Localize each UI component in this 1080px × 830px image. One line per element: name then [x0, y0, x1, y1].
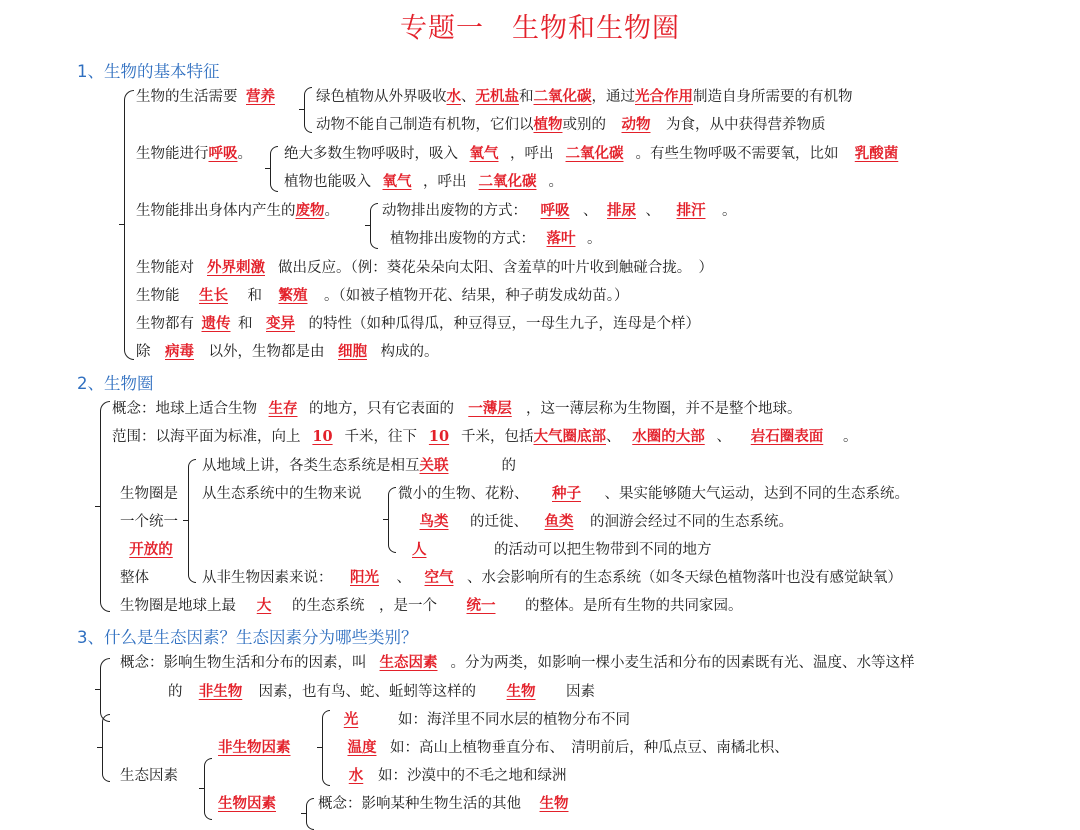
s2-line-human: 人 的活动可以把生物带到不同的地方	[412, 541, 712, 558]
waste-brace	[370, 203, 378, 249]
s1-line-animal-waste: 动物排出废物的方式： 呼吸 、 排尿 、 排汗 。	[382, 202, 737, 219]
abiotic-brace	[322, 710, 330, 786]
unity-brace	[188, 459, 196, 583]
nutrition-brace	[304, 87, 312, 133]
s1-line-plants-nutrition: 绿色植物从外界吸收水、无机盐和二氧化碳，通过光合作用制造自身所需要的有机物	[316, 88, 853, 105]
s1-line-plant-respiration: 植物也能吸入 氧气 ，呼出 二氧化碳 。	[284, 173, 563, 190]
s2-line-largest: 生物圈是地球上最 大 的生态系统 ，是一个 统一 的整体。是所有生物的共同家园。	[120, 597, 743, 614]
s1-line-plant-waste: 植物排出废物的方式： 落叶 。	[390, 230, 602, 247]
s1-line-respiration: 生物能进行呼吸。	[136, 145, 252, 162]
s1-line-heredity: 生物都有 遗传 和 变异 的特性（如种瓜得瓜，种豆得豆，一母生九子，连母是个样）	[136, 315, 700, 332]
s2-line-migration: 鸟类 的迁徙、 鱼类 的洄游会经过不同的生态系统。	[419, 513, 793, 530]
factor-lower-brace	[102, 714, 110, 782]
s2-label-open: 开放的	[129, 541, 173, 558]
s1-line-waste: 生物能排出身体内产生的废物。	[136, 202, 339, 219]
s1-line-animals-nutrition: 动物不能自己制造有机物，它们以植物或别的 动物 为食，从中获得营养物质	[316, 116, 826, 133]
s1-line-respiration-detail: 绝大多数生物呼吸时，吸入 氧气 ，呼出 二氧化碳 。有些生物呼吸不需要氧，比如 乳酸菌	[284, 145, 899, 162]
s1-line-nutrition: 生物的生活需要 营养	[136, 88, 275, 105]
biotic-brace	[306, 798, 314, 830]
s3-line-light: 光 如：海洋里不同水层的植物分布不同	[343, 711, 630, 728]
s2-label-biosphere-is: 生物圈是	[120, 486, 178, 502]
concept-brace	[100, 658, 110, 722]
factor-brace	[204, 758, 212, 820]
s2-label-unified: 一个统一	[120, 514, 178, 530]
s3-label-eco-factor: 生态因素	[120, 768, 178, 784]
s2-line-region: 从地域上讲，各类生态系统是相互关联 的	[202, 457, 516, 474]
s2-line-organisms: 从生态系统中的生物来说	[202, 486, 362, 502]
respiration-brace	[270, 146, 278, 192]
s2-line-concept: 概念：地球上适合生物 生存 的地方，只有它表面的 一薄层 ，这一薄层称为生物圈，并不是整个地球。	[112, 400, 802, 417]
s3-label-biotic: 生物因素	[218, 795, 276, 812]
s3-line-concept: 概念：影响生物生活和分布的因素，叫 生态因素 。分为两类，如影响一棵小麦生活和分布的因素既有光、温度、水等这样	[120, 654, 915, 671]
section-2-brace	[100, 401, 110, 612]
section-3-heading: 3、什么是生态因素？生态因素分为哪些类别？	[77, 628, 418, 647]
s3-line-water: 水 如：沙漠中的不毛之地和绿洲	[348, 767, 567, 784]
s2-line-seeds: 微小的生物、花粉、 种子 、果实能够随大气运动，达到不同的生态系统。	[398, 485, 909, 502]
s1-line-cells: 除 病毒 以外，生物都是由 细胞 构成的。	[136, 343, 439, 360]
s3-line-concept-cont: 的 非生物 因素，也有鸟、蛇、蚯蚓等这样的 生物 因素	[168, 683, 595, 700]
s2-line-abiotic: 从非生物因素来说： 阳光 、 空气 、水会影响所有的生态系统（如冬天绿色植物落叶也没有感觉缺氧）	[202, 569, 902, 586]
section-1-heading: 1、生物的基本特征	[77, 62, 220, 81]
s3-label-abiotic: 非生物因素	[218, 739, 291, 756]
page-title: 专题一 生物和生物圈	[400, 13, 680, 44]
s2-label-whole: 整体	[120, 570, 149, 586]
s1-line-stimulus: 生物能对 外界刺激 做出反应。（例：葵花朵朵向太阳、含羞草的叶片收到触碰合拢。 ）	[136, 259, 713, 276]
s1-line-growth: 生物能 生长 和 繁殖 。（如被子植物开花、结果，种子萌发成幼苗。）	[136, 287, 629, 304]
s2-line-range: 范围：以海平面为标准，向上 10 千米，往下 10 千米，包括大气圈底部、 水圈的大部 、 岩石圈表面 。	[112, 428, 858, 445]
section-2-heading: 2、生物圈	[77, 374, 154, 393]
s3-line-biotic-concept: 概念：影响某种生物生活的其他 生物	[318, 795, 569, 812]
s3-line-temperature: 温度 如：高山上植物垂直分布、 清明前后，种瓜点豆、南橘北枳、	[347, 739, 789, 756]
organisms-brace	[388, 487, 396, 553]
section-1-brace	[124, 90, 134, 360]
